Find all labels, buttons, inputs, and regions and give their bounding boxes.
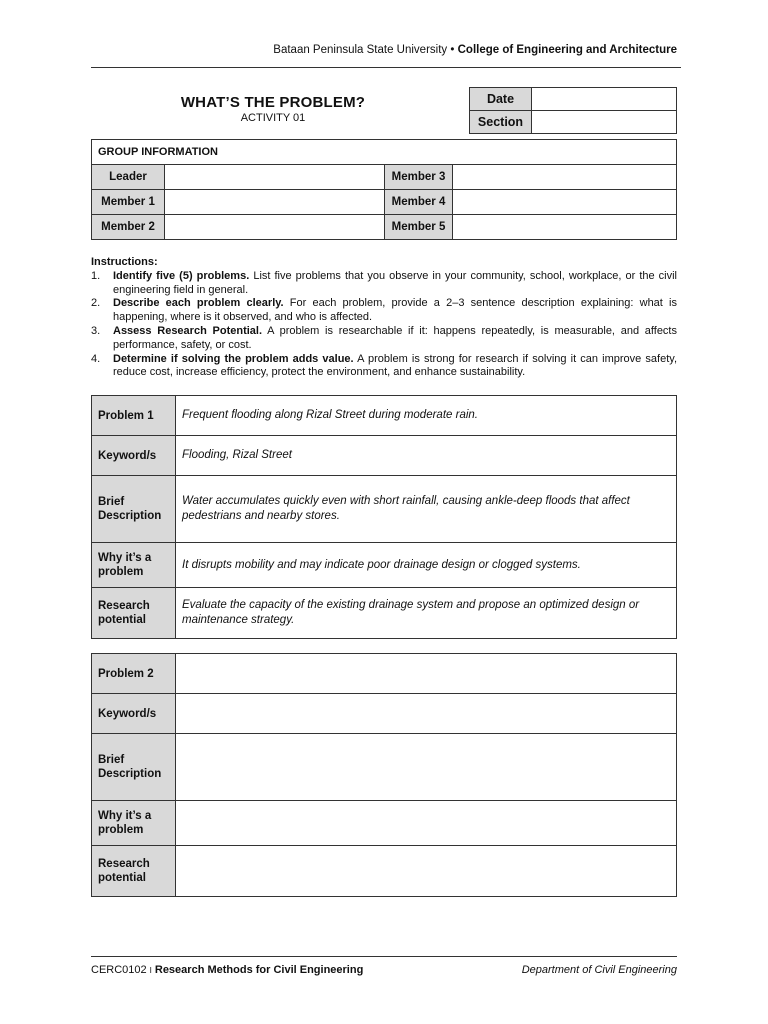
date-row [470,88,677,111]
leader-label: Leader [92,165,165,190]
problem-label: Problem 2 [92,654,176,694]
why-problem-value[interactable] [176,801,677,846]
group-information-caption: GROUP INFORMATION [92,140,677,165]
leader-field[interactable] [165,165,385,190]
problem-value[interactable] [176,654,677,694]
keywords-label: Keyword/s [92,436,176,476]
member1-field[interactable] [165,190,385,215]
problem-1-table [91,395,677,639]
course-code: CERC0102 [91,964,147,976]
member4-field[interactable] [453,190,677,215]
instruction-number: 1. [91,269,101,282]
brief-description-value[interactable] [176,734,677,801]
instruction-number: 4. [91,352,101,365]
why-problem-label: Why it’s a problem [92,543,176,588]
section-field[interactable] [532,111,677,134]
course-title: Research Methods for Civil Engineering [154,964,364,976]
footer-course [91,964,363,976]
footer-separator: I [149,966,152,975]
brief-description-label: Brief Description [92,476,176,543]
brief-description-value[interactable]: Water accumulates quickly even with short rainfall, causing ankle-deep floods that affect pedestrians and nearby stores. [176,476,677,543]
footer-divider [91,956,677,957]
instruction-bold: Describe each problem clearly. [113,297,284,310]
keywords-label: Keyword/s [92,694,176,734]
activity-number: ACTIVITY 01 [240,112,306,124]
keywords-value[interactable]: Flooding, Rizal Street [176,436,677,476]
title-block [150,94,396,124]
instruction-text: For each problem, provide a 2–3 sentence description explaining: what is happening, where is it observed, and who is affected. [113,297,677,324]
member3-label: Member 3 [385,165,453,190]
member3-field[interactable] [453,165,677,190]
why-problem-value[interactable]: It disrupts mobility and may indicate poor drainage design or clogged systems. [176,543,677,588]
date-section-table [469,87,677,134]
research-potential-label: Research potential [92,588,176,639]
page-title: WHAT’S THE PROBLEM? [180,94,366,111]
instruction-bold: Determine if solving the problem adds value. [113,352,354,365]
problem-2-table [91,653,677,897]
instruction-text: A problem is researchable if it: happens repeatedly, is measurable, and affects performance, safety, or cost. [113,324,677,351]
instructions [91,256,677,380]
university-name: Bataan Peninsula State University [273,44,448,56]
section-label: Section [470,111,532,134]
instruction-item [91,353,677,381]
instruction-text: A problem is strong for research if solving it can improve safety, reduce cost, increase efficiency, protect the environment, and enhance sustainability. [113,352,677,379]
member1-label: Member 1 [92,190,165,215]
header-divider [91,67,681,68]
member5-field[interactable] [453,215,677,240]
instructions-heading: Instructions: [91,256,158,268]
member5-label: Member 5 [385,215,453,240]
member4-label: Member 4 [385,190,453,215]
research-potential-value[interactable] [176,846,677,897]
date-field[interactable] [532,88,677,111]
problem-label: Problem 1 [92,396,176,436]
instruction-bold: Assess Research Potential. [113,324,263,337]
member2-field[interactable] [165,215,385,240]
instruction-bold: Identify five (5) problems. [113,269,250,282]
research-potential-label: Research potential [92,846,176,897]
brief-description-label: Brief Description [92,734,176,801]
header-bullet: • [450,44,455,56]
section-row [470,111,677,134]
keywords-value[interactable] [176,694,677,734]
college-name: College of Engineering and Architecture [457,44,677,56]
instruction-number: 2. [91,297,101,310]
instruction-item [91,270,677,298]
instruction-item [91,297,677,325]
instruction-item [91,325,677,353]
problem-value[interactable]: Frequent flooding along Rizal Street during moderate rain. [176,396,677,436]
research-potential-value[interactable]: Evaluate the capacity of the existing drainage system and propose an optimized design or maintenance strategy. [176,588,677,639]
instruction-number: 3. [91,324,101,337]
page-header [91,44,677,56]
why-problem-label: Why it’s a problem [92,801,176,846]
footer-department: Department of Civil Engineering [521,964,677,976]
instruction-text: List five problems that you observe in your community, school, workplace, or the civil engineering field in general. [113,269,677,296]
member2-label: Member 2 [92,215,165,240]
group-information-table [91,139,677,240]
date-label: Date [470,88,532,111]
